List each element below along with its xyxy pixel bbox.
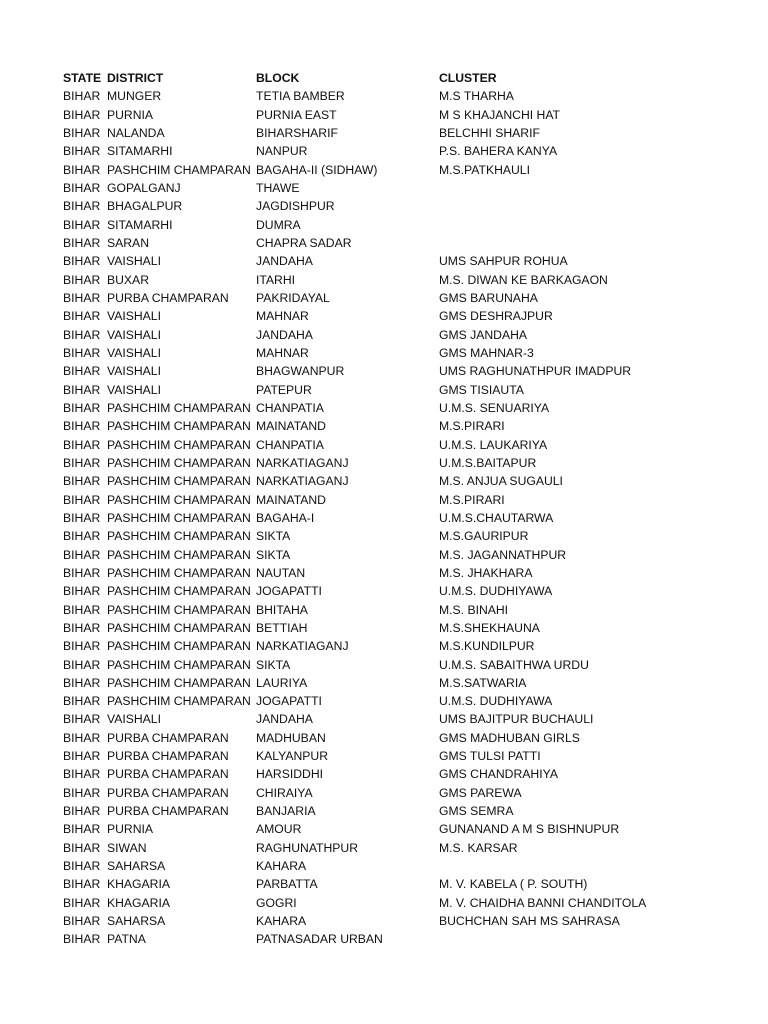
cell-state: BIHAR [63,675,101,690]
cell-cluster: GMS SEMRA [439,804,514,819]
cell-state: BIHAR [63,199,101,214]
cell-state: BIHAR [63,804,101,819]
cell-block: JOGAPATTI [256,694,322,709]
cell-cluster: U.M.S. DUDHIYAWA [439,584,553,599]
cell-district: KHAGARIA [107,895,170,910]
cell-block: BAGAHA-I [256,510,315,525]
cell-state: BIHAR [63,364,101,379]
cell-district: PASHCHIM CHAMPARAN [107,547,251,562]
cell-block: MAINATAND [256,419,326,434]
cell-district: PASHCHIM CHAMPARAN [107,492,251,507]
table-body [63,87,743,948]
cell-state: BIHAR [63,254,101,269]
table-row [63,820,743,838]
cell-district: VAISHALI [107,382,161,397]
table-row [63,894,743,912]
cell-block: BIHARSHARIF [256,125,338,140]
table-row [63,454,743,472]
cell-block: KAHARA [256,914,307,929]
cell-district: PURBA CHAMPARAN [107,290,229,305]
cell-district: SARAN [107,235,149,250]
cell-district: PURNIA [107,107,154,122]
cell-cluster: M.S.SHEKHAUNA [439,620,540,635]
cell-block: SIKTA [256,657,291,672]
cell-block: RAGHUNATHPUR [256,840,359,855]
table-row [63,930,743,948]
cell-cluster: UMS SAHPUR ROHUA [439,254,568,269]
cell-block: MAHNAR [256,309,309,324]
table-row [63,234,743,252]
cell-block: SIKTA [256,547,291,562]
cell-district: KHAGARIA [107,877,170,892]
table-row [63,747,743,765]
table-row [63,527,743,545]
cell-district: VAISHALI [107,254,161,269]
cell-state: BIHAR [63,859,101,874]
table-row [63,839,743,857]
cell-district: PASHCHIM CHAMPARAN [107,162,251,177]
cell-state: BIHAR [63,217,101,232]
cell-cluster: M.S. BINAHI [439,602,509,617]
cell-state: BIHAR [63,840,101,855]
cell-cluster: M.S. KARSAR [439,840,518,855]
cell-district: MUNGER [107,89,162,104]
cell-district: SITAMARHI [107,217,173,232]
table-row [63,564,743,582]
cell-state: BIHAR [63,125,101,140]
cell-cluster: M.S THARHA [439,89,514,104]
table-row [63,87,743,105]
cell-cluster: M.S. DIWAN KE BARKAGAON [439,272,608,287]
table-row [63,472,743,490]
table-row [63,326,743,344]
cell-cluster: M.S.PATKHAULI [439,162,530,177]
cell-district: PASHCHIM CHAMPARAN [107,437,251,452]
cell-district: PATNA [107,932,146,947]
cell-state: BIHAR [63,272,101,287]
cell-state: BIHAR [63,180,101,195]
cell-block: PATEPUR [256,382,312,397]
cell-cluster: U.M.S. SABAITHWA URDU [439,657,589,672]
cell-district: PASHCHIM CHAMPARAN [107,584,251,599]
cell-district: VAISHALI [107,712,161,727]
table-row [63,106,743,124]
cell-district: PURBA CHAMPARAN [107,804,229,819]
cell-state: BIHAR [63,290,101,305]
table-row [63,765,743,783]
table-row [63,197,743,215]
cell-cluster: UMS BAJITPUR BUCHAULI [439,712,594,727]
cell-state: BIHAR [63,547,101,562]
table-row [63,692,743,710]
cell-block: NANPUR [256,144,308,159]
cell-block: JANDAHA [256,712,313,727]
cell-district: PASHCHIM CHAMPARAN [107,455,251,470]
cell-cluster: GMS MAHNAR-3 [439,345,534,360]
cell-cluster: M. V. KABELA ( P. SOUTH) [439,877,588,892]
cell-cluster: U.M.S. LAUKARIYA [439,437,548,452]
cell-state: BIHAR [63,565,101,580]
cell-state: BIHAR [63,914,101,929]
cell-state: BIHAR [63,162,101,177]
cell-cluster: M.S.SATWARIA [439,675,527,690]
cell-cluster: M.S.GAURIPUR [439,529,529,544]
cell-district: VAISHALI [107,309,161,324]
cell-block: TETIA BAMBER [256,89,345,104]
cell-state: BIHAR [63,712,101,727]
table-row [63,491,743,509]
cell-block: GOGRI [256,895,297,910]
table-row [63,710,743,728]
cell-block: CHIRAIYA [256,785,313,800]
table-row [63,307,743,325]
cell-block: BHAGWANPUR [256,364,345,379]
cluster-table [63,69,743,949]
cell-block: NARKATIAGANJ [256,474,349,489]
cell-cluster: U.M.S. DUDHIYAWA [439,694,553,709]
cell-cluster: M.S. JAGANNATHPUR [439,547,567,562]
table-row [63,729,743,747]
cell-state: BIHAR [63,877,101,892]
cell-block: PAKRIDAYAL [256,290,330,305]
cell-block: SIKTA [256,529,291,544]
cell-state: BIHAR [63,602,101,617]
cell-district: SITAMARHI [107,144,173,159]
cell-block: THAWE [256,180,300,195]
cell-cluster: U.M.S.CHAUTARWA [439,510,554,525]
cell-cluster: M S KHAJANCHI HAT [439,107,560,122]
cell-block: NARKATIAGANJ [256,455,349,470]
cell-cluster: P.S. BAHERA KANYA [439,144,558,159]
table-row [63,509,743,527]
cell-block: ITARHI [256,272,296,287]
table-row [63,417,743,435]
cell-block: CHANPATIA [256,400,324,415]
table-header [63,69,743,87]
cell-cluster: M.S.PIRARI [439,492,505,507]
cell-state: BIHAR [63,584,101,599]
cell-state: BIHAR [63,235,101,250]
cell-district: PASHCHIM CHAMPARAN [107,474,251,489]
cell-block: HARSIDDHI [256,767,324,782]
cell-block: JANDAHA [256,327,313,342]
cell-block: KAHARA [256,859,307,874]
cell-block: JOGAPATTI [256,584,322,599]
cell-district: GOPALGANJ [107,180,181,195]
cell-block: CHAPRA SADAR [256,235,352,250]
table-row [63,289,743,307]
cell-district: PASHCHIM CHAMPARAN [107,565,251,580]
table-row [63,582,743,600]
cell-district: PASHCHIM CHAMPARAN [107,510,251,525]
cell-block: BHITAHA [256,602,308,617]
cell-state: BIHAR [63,510,101,525]
cell-cluster: GMS BARUNAHA [439,290,538,305]
cell-state: BIHAR [63,345,101,360]
table-row [63,546,743,564]
cell-state: BIHAR [63,327,101,342]
cell-block: NAUTAN [256,565,306,580]
cell-district: PASHCHIM CHAMPARAN [107,602,251,617]
table-row [63,674,743,692]
cell-cluster: BUCHCHAN SAH MS SAHRASA [439,914,620,929]
cell-district: PASHCHIM CHAMPARAN [107,620,251,635]
cell-state: BIHAR [63,822,101,837]
table-row [63,179,743,197]
cell-block: MAHNAR [256,345,309,360]
cell-state: BIHAR [63,382,101,397]
table-row [63,142,743,160]
cell-district: SAHARSA [107,859,166,874]
cell-district: SAHARSA [107,914,166,929]
cell-cluster: GMS DESHRAJPUR [439,309,553,324]
cell-cluster: M.S.PIRARI [439,419,505,434]
column-header-block: BLOCK [256,71,300,85]
cell-district: PASHCHIM CHAMPARAN [107,639,251,654]
cell-state: BIHAR [63,529,101,544]
cell-block: BETTIAH [256,620,308,635]
cell-state: BIHAR [63,749,101,764]
cell-cluster: GUNANAND A M S BISHNUPUR [439,822,620,837]
cell-state: BIHAR [63,932,101,947]
cell-block: KALYANPUR [256,749,329,764]
cell-district: PASHCHIM CHAMPARAN [107,400,251,415]
cell-block: AMOUR [256,822,302,837]
cell-district: PASHCHIM CHAMPARAN [107,675,251,690]
cell-district: PASHCHIM CHAMPARAN [107,657,251,672]
cell-block: JANDAHA [256,254,313,269]
cell-state: BIHAR [63,767,101,782]
cell-block: NARKATIAGANJ [256,639,349,654]
table-row [63,436,743,454]
table-row [63,784,743,802]
cell-cluster: UMS RAGHUNATHPUR IMADPUR [439,364,632,379]
cell-block: PARBATTA [256,877,318,892]
cell-district: BHAGALPUR [107,199,183,214]
table-row [63,912,743,930]
cell-cluster: M.S. ANJUA SUGAULI [439,474,563,489]
cell-state: BIHAR [63,400,101,415]
table-row [63,124,743,142]
cell-state: BIHAR [63,620,101,635]
cell-cluster: M.S. JHAKHARA [439,565,533,580]
cell-state: BIHAR [63,89,101,104]
column-header-state: STATE [63,71,102,85]
cell-block: CHANPATIA [256,437,324,452]
cell-cluster: M.S.KUNDILPUR [439,639,535,654]
cell-state: BIHAR [63,474,101,489]
cell-district: PURBA CHAMPARAN [107,730,229,745]
table-row [63,656,743,674]
cell-cluster: BELCHHI SHARIF [439,125,540,140]
cell-state: BIHAR [63,639,101,654]
cell-district: VAISHALI [107,345,161,360]
cell-district: BUXAR [107,272,149,287]
table-row [63,362,743,380]
cell-cluster: M. V. CHAIDHA BANNI CHANDITOLA [439,895,647,910]
cell-cluster: U.M.S. SENUARIYA [439,400,550,415]
cell-district: PURNIA [107,822,154,837]
cell-state: BIHAR [63,730,101,745]
table-row [63,637,743,655]
cell-block: JAGDISHPUR [256,199,335,214]
cell-district: SIWAN [107,840,147,855]
cell-state: BIHAR [63,895,101,910]
column-header-cluster: CLUSTER [439,71,497,85]
cell-state: BIHAR [63,437,101,452]
cell-district: VAISHALI [107,327,161,342]
cell-state: BIHAR [63,455,101,470]
table-row [63,381,743,399]
cell-block: MADHUBAN [256,730,326,745]
cell-district: VAISHALI [107,364,161,379]
table-row [63,271,743,289]
cell-state: BIHAR [63,492,101,507]
cell-block: LAURIYA [256,675,308,690]
cell-cluster: GMS MADHUBAN GIRLS [439,730,580,745]
cell-state: BIHAR [63,309,101,324]
cell-block: PATNASADAR URBAN [256,932,383,947]
table-row [63,161,743,179]
cell-district: PURBA CHAMPARAN [107,767,229,782]
cell-district: PASHCHIM CHAMPARAN [107,529,251,544]
cell-state: BIHAR [63,419,101,434]
cell-district: PASHCHIM CHAMPARAN [107,694,251,709]
cell-cluster: U.M.S.BAITAPUR [439,455,537,470]
column-header-district: DISTRICT [107,71,164,85]
cell-state: BIHAR [63,785,101,800]
cell-block: PURNIA EAST [256,107,337,122]
cell-state: BIHAR [63,657,101,672]
table-row [63,216,743,234]
table-row [63,344,743,362]
table-row [63,252,743,270]
table-row [63,601,743,619]
cell-district: PURBA CHAMPARAN [107,749,229,764]
cell-block: DUMRA [256,217,301,232]
cell-cluster: GMS CHANDRAHIYA [439,767,558,782]
table-row [63,619,743,637]
cell-cluster: GMS TISIAUTA [439,382,524,397]
cell-block: BANJARIA [256,804,316,819]
cell-district: PURBA CHAMPARAN [107,785,229,800]
cell-cluster: GMS TULSI PATTI [439,749,541,764]
cell-state: BIHAR [63,144,101,159]
cell-state: BIHAR [63,107,101,122]
table-row [63,875,743,893]
cell-state: BIHAR [63,694,101,709]
cell-cluster: GMS JANDAHA [439,327,528,342]
cell-block: BAGAHA-II (SIDHAW) [256,162,378,177]
cell-block: MAINATAND [256,492,326,507]
cell-district: PASHCHIM CHAMPARAN [107,419,251,434]
cell-district: NALANDA [107,125,165,140]
table-row [63,399,743,417]
table-row [63,802,743,820]
table-row [63,857,743,875]
cell-cluster: GMS PAREWA [439,785,522,800]
